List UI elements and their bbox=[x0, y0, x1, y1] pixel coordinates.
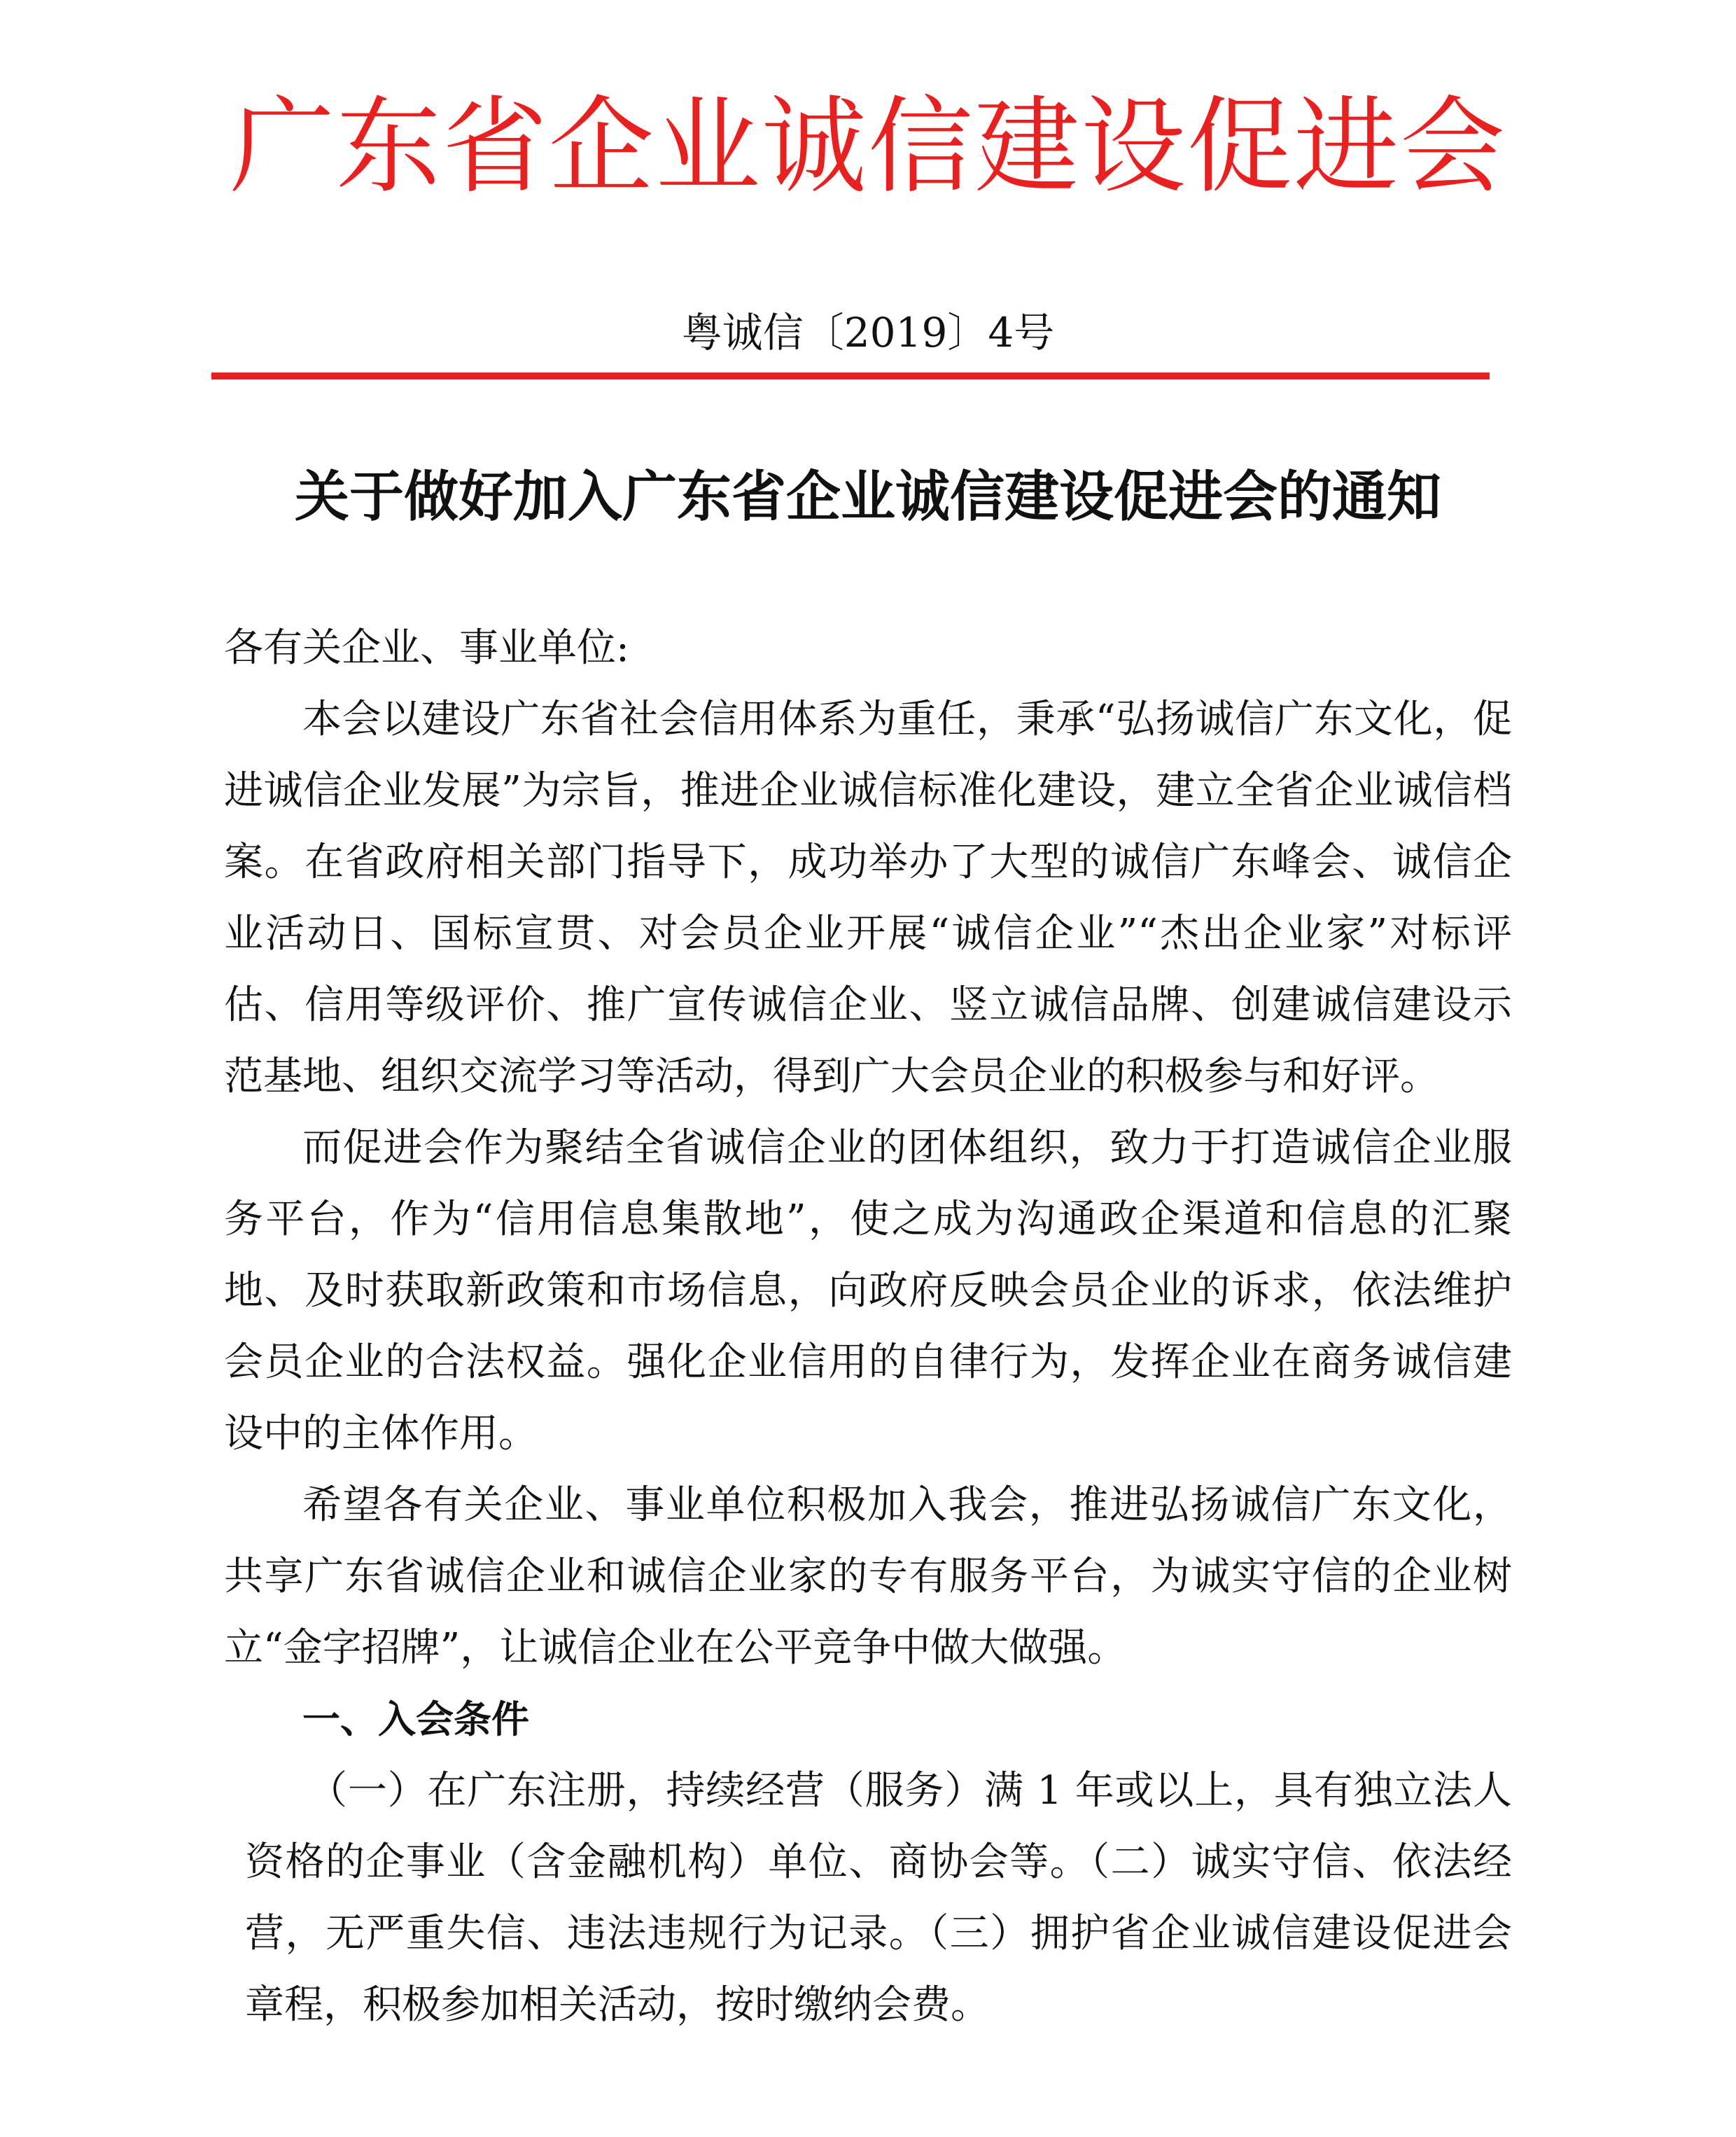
organization-header: 广东省企业诚信建设促进会 bbox=[229, 86, 1506, 208]
red-divider-line bbox=[211, 373, 1490, 380]
body-paragraph-1: 本会以建设广东省社会信用体系为重任，秉承“弘扬诚信广东文化，促进诚信企业发展”为宗旨，推进企业诚信标准化建设，建立全省企业诚信档案。在省政府相关部门指导下，成功举办了大型的诚信广东峰会、诚信企业活动日、国标宣贯、对会员企业开展“诚信企业”“杰出企业家”对标评估、信用等级评价、推广宣传诚信企业、竖立诚信品牌、创建诚信建设示范基地、组织交流学习等活动，得到广大会员企业的积极参与和好评。 bbox=[224, 697, 1512, 1099]
membership-conditions-text: （一）在广东注册，持续经营（服务）满 1 年或以上，具有独立法人资格的企事业（含金融机构）单位、商协会等。（二）诚实守信、依法经营，无严重失信、违法违规行为记录。（三）拥护省企业诚信建设促进会章程，积极参加相关活动，按时缴纳会费。 bbox=[245, 1768, 1512, 2028]
section-heading-membership-conditions: 一、入会条件 bbox=[302, 1697, 529, 1741]
body-paragraph-2: 而促进会作为聚结全省诚信企业的团体组织，致力于打造诚信企业服务平台，作为“信用信息集散地”，使之成为沟通政企渠道和信息的汇聚地、及时获取新政策和市场信息，向政府反映会员企业的诉求，依法维护会员企业的合法权益。强化企业信用的自律行为，发挥企业在商务诚信建设中的主体作用。 bbox=[224, 1125, 1512, 1456]
document-number: 粤诚信〔2019〕4号 bbox=[681, 309, 1055, 356]
salutation: 各有关企业、事业单位: bbox=[224, 625, 629, 671]
document-body bbox=[224, 613, 1512, 2041]
document-title: 关于做好加入广东省企业诚信建设促进会的通知 bbox=[294, 466, 1441, 529]
body-paragraph-3: 希望各有关企业、事业单位积极加入我会，推进弘扬诚信广东文化，共享广东省诚信企业和诚信企业家的专有服务平台，为诚实守信的企业树立“金字招牌”，让诚信企业在公平竞争中做大做强。 bbox=[224, 1482, 1512, 1671]
